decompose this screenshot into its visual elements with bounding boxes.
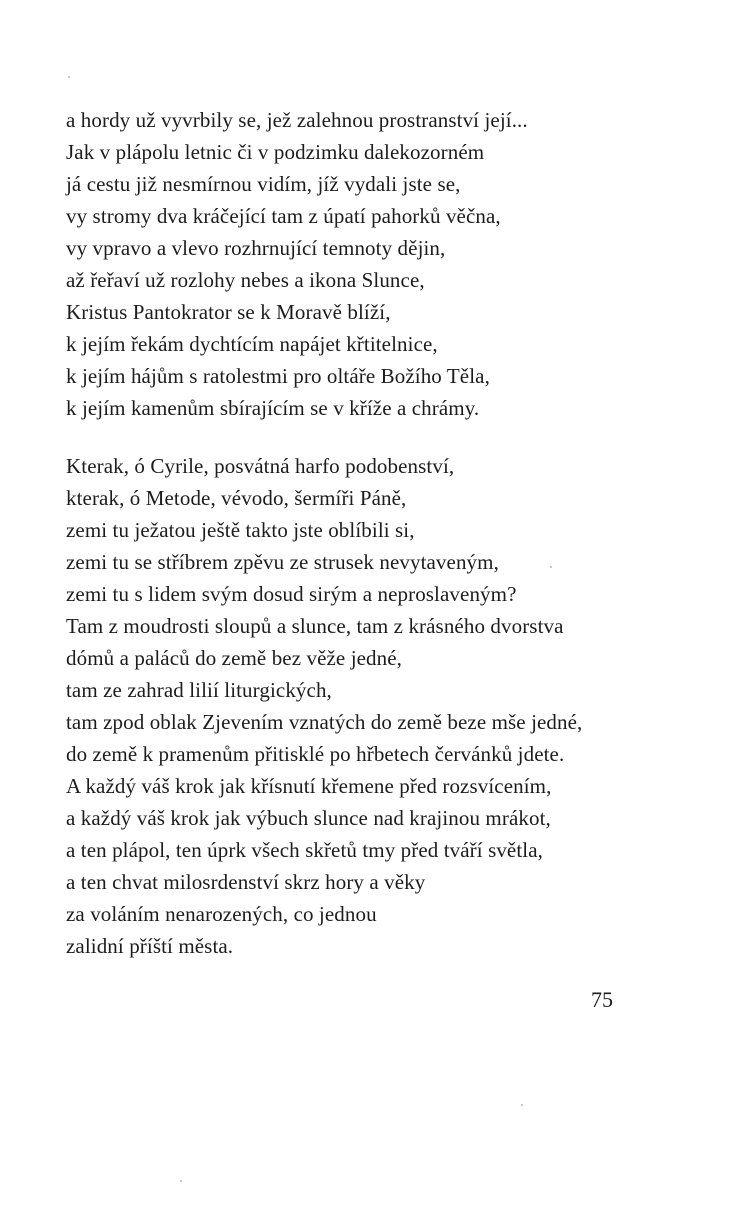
poem-line: tam zpod oblak Zjevením vznatých do země beze mše jedné, — [66, 710, 583, 734]
paper-speck — [180, 1180, 182, 1182]
poem-line: zemi tu se stříbrem zpěvu ze strusek nevytaveným, — [66, 550, 499, 574]
poem-line: A každý váš krok jak křísnutí křemene před rozsvícením, — [66, 774, 552, 798]
poem-line: k jejím kamenům sbírajícím se v kříže a chrámy. — [66, 396, 480, 420]
poem-line: a ten plápol, ten úprk všech skřetů tmy před tváří světla, — [66, 838, 543, 862]
paper-speck — [68, 76, 70, 78]
poem-line: zemi tu ježatou ještě takto jste oblíbili si, — [66, 518, 415, 542]
poem-line: Kterak, ó Cyrile, posvátná harfo podobenství, — [66, 454, 455, 478]
poem-line: vy stromy dva kráčející tam z úpatí pahorků věčna, — [66, 204, 501, 228]
poem-line: zemi tu s lidem svým dosud sirým a neproslaveným? — [66, 582, 517, 606]
poem-line: Kristus Pantokrator se k Moravě blíží, — [66, 300, 391, 324]
poem-line: a ten chvat milosrdenství skrz hory a věky — [66, 870, 426, 894]
paper-speck — [550, 566, 552, 568]
paper-speck — [521, 1104, 523, 1106]
poem-line: a hordy už vyvrbily se, jež zalehnou prostranství její... — [66, 108, 528, 132]
poem-line: a každý váš krok jak výbuch slunce nad krajinou mrákot, — [66, 806, 551, 830]
poem-line: Tam z moudrosti sloupů a slunce, tam z krásného dvorstva — [66, 614, 564, 638]
poem-line: až řeřaví už rozlohy nebes a ikona Slunce, — [66, 268, 425, 292]
poem-line: dómů a paláců do země bez věže jedné, — [66, 646, 403, 670]
poem-line: vy vpravo a vlevo rozhrnující temnoty dějin, — [66, 236, 446, 260]
poem-line: já cestu již nesmírnou vidím, jíž vydali jste se, — [66, 172, 461, 196]
poem-line: tam ze zahrad lilií liturgických, — [66, 678, 332, 702]
poem-line: zalidní příští města. — [66, 934, 234, 958]
poem-line: k jejím hájům s ratolestmi pro oltáře Božího Těla, — [66, 364, 490, 388]
poem-line: do země k pramenům přitisklé po hřbetech červánků jdete. — [66, 742, 565, 766]
poem-line: kterak, ó Metode, vévodo, šermíři Páně, — [66, 486, 407, 510]
poem-line: Jak v plápolu letnic či v podzimku dalekozorném — [66, 140, 485, 164]
poem-line: za voláním nenarozených, co jednou — [66, 902, 377, 926]
poem-line: k jejím řekám dychtícím napájet křtitelnice, — [66, 332, 438, 356]
page-number: 75 — [591, 987, 613, 1012]
